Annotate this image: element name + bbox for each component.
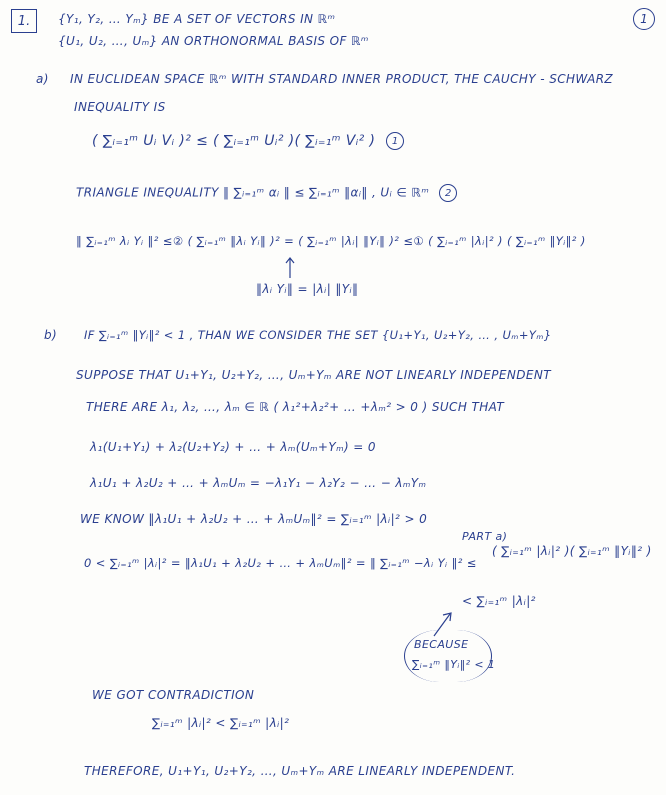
strict-bound: < ∑ᵢ₌₁ᵐ |λᵢ|² (462, 594, 536, 608)
norm-inequality-chain: ‖ ∑ᵢ₌₁ᵐ λᵢ Yᵢ ‖² ≤② ( ∑ᵢ₌₁ᵐ ‖λᵢ Yᵢ‖ )² = ( ∑ᵢ₌₁ᵐ |λᵢ| ‖Yᵢ‖ )² ≤① ( ∑ᵢ₌₁ᵐ |λᵢ|² ) ( ∑ᵢ₌₁ᵐ ‖Yᵢ‖² ) (76, 234, 586, 248)
contradiction-eq: ∑ᵢ₌₁ᵐ |λᵢ|² < ∑ᵢ₌₁ᵐ |λᵢ|² (152, 716, 290, 730)
part-a-bound: ( ∑ᵢ₌₁ᵐ |λᵢ|² )( ∑ᵢ₌₁ᵐ ‖Yᵢ‖² ) (492, 544, 652, 558)
part-a-intro-2: INEQUALITY IS (74, 100, 166, 114)
contradiction-line: WE GOT CONTRADICTION (92, 688, 255, 702)
page-number: 1 (633, 8, 655, 30)
vectors-definition: {Y₁, Y₂, … Yₘ} BE A SET OF VECTORS IN ℝᵐ (58, 12, 336, 26)
suppose-line: SUPPOSE THAT U₁+Y₁, U₂+Y₂, …, Uₘ+Yₘ ARE NOT LINEARLY INDEPENDENT (76, 368, 551, 382)
there-are-line: THERE ARE λ₁, λ₂, …, λₘ ∈ ℝ ( λ₁²+λ₂²+ … +λₘ² > 0 ) SUCH THAT (86, 400, 505, 414)
linear-combination-eq: λ₁(U₁+Y₁) + λ₂(U₂+Y₂) + … + λₘ(Uₘ+Yₘ) = 0 (90, 440, 376, 454)
because-label: BECAUSE (414, 638, 469, 651)
part-b-hypothesis: IF ∑ᵢ₌₁ᵐ ‖Yᵢ‖² < 1 , THAN WE CONSIDER THE SET {U₁+Y₁, U₂+Y₂, … , Uₘ+Yₘ} (84, 328, 552, 342)
triangle-tag: 2 (439, 184, 457, 202)
we-know-line: WE KNOW ‖λ₁U₁ + λ₂U₂ + … + λₘUₘ‖² = ∑ᵢ₌₁ᵐ |λᵢ|² > 0 (80, 512, 428, 526)
basis-definition: {U₁, U₂, …, Uₘ} AN ORTHONORMAL BASIS OF ℝᵐ (58, 34, 369, 48)
main-inequality: 0 < ∑ᵢ₌₁ᵐ |λᵢ|² = ‖λ₁U₁ + λ₂U₂ + … + λₘUₘ‖² = ‖ ∑ᵢ₌₁ᵐ −λᵢ Yᵢ ‖² ≤ (84, 556, 477, 570)
rearranged-eq: λ₁U₁ + λ₂U₂ + … + λₘUₘ = −λ₁Y₁ − λ₂Y₂ − … − λₘYₘ (90, 476, 427, 490)
part-a-label: a) (36, 72, 49, 86)
part-b-label: b) (44, 328, 58, 342)
problem-number: 1. (11, 9, 37, 33)
cauchy-schwarz-tag: 1 (386, 132, 404, 150)
triangle-inequality (76, 184, 457, 202)
cauchy-schwarz-expression: ( ∑ᵢ₌₁ᵐ Uᵢ Vᵢ )² ≤ ( ∑ᵢ₌₁ᵐ Uᵢ² )( ∑ᵢ₌₁ᵐ Vᵢ² ) (92, 133, 376, 149)
note-arrow-icon (280, 256, 300, 280)
norm-note: ‖λᵢ Yᵢ‖ = |λᵢ| ‖Yᵢ‖ (256, 282, 359, 296)
part-a-intro-1: IN EUCLIDEAN SPACE ℝᵐ WITH STANDARD INNER PRODUCT, THE CAUCHY - SCHWARZ (70, 72, 614, 86)
triangle-expression: TRIANGLE INEQUALITY ‖ ∑ᵢ₌₁ᵐ αᵢ ‖ ≤ ∑ᵢ₌₁ᵐ ‖αᵢ‖ , Uᵢ ∈ ℝᵐ (76, 185, 430, 200)
part-a-reference: PART a) (462, 530, 508, 543)
cauchy-schwarz-formula (92, 132, 404, 150)
because-condition: ∑ᵢ₌₁ᵐ ‖Yᵢ‖² < 1 (412, 658, 496, 671)
conclusion-line: THEREFORE, U₁+Y₁, U₂+Y₂, …, Uₘ+Yₘ ARE LINEARLY INDEPENDENT. (84, 764, 516, 778)
